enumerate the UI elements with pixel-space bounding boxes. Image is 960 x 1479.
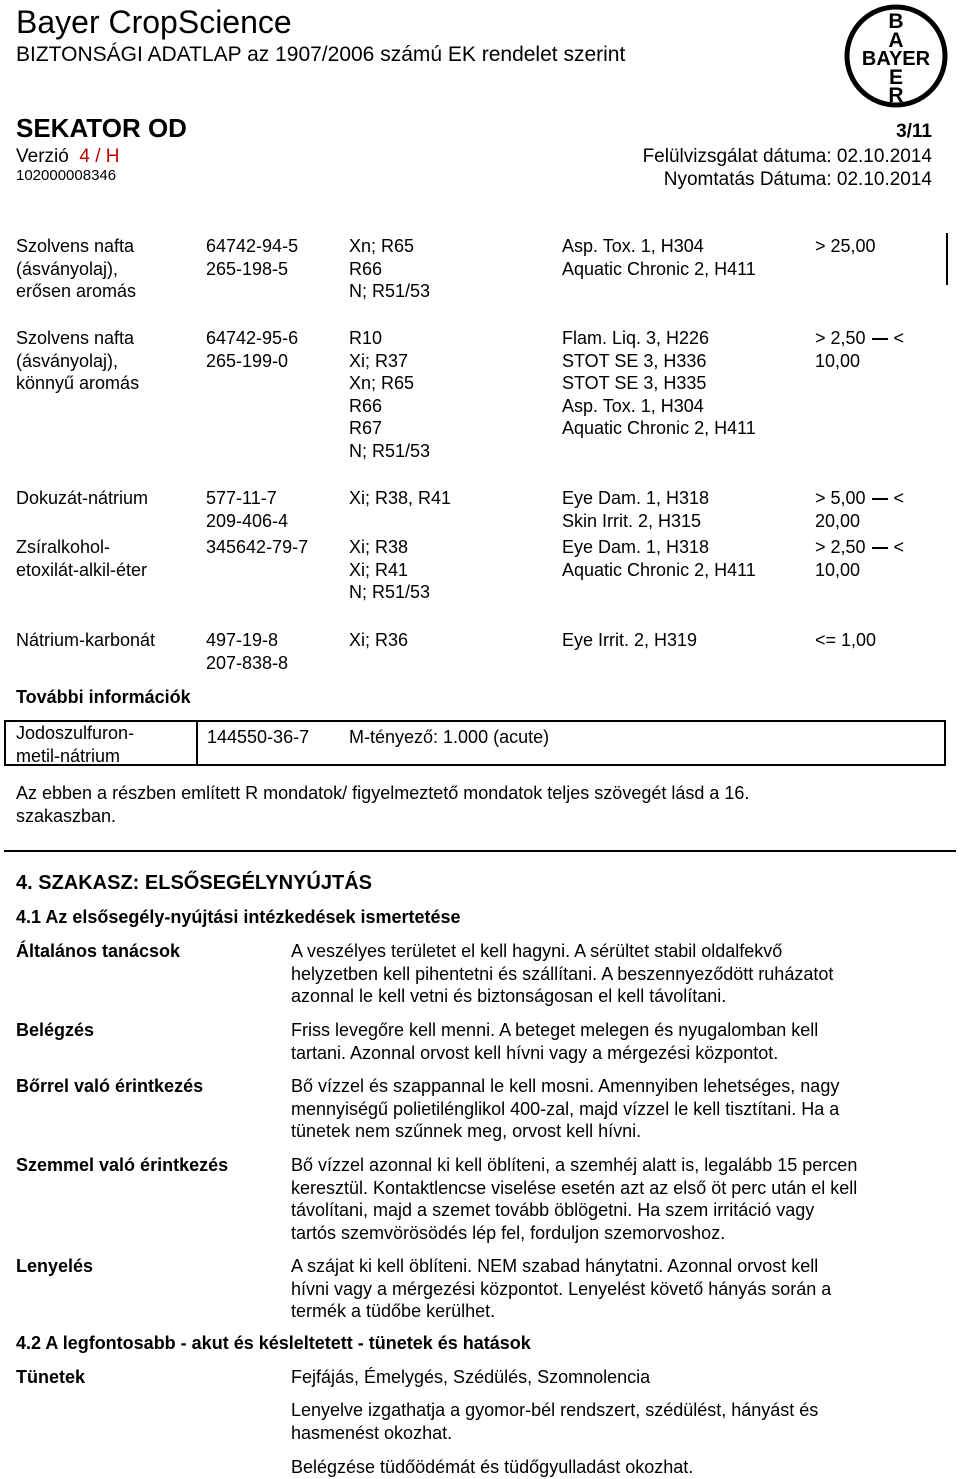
- component-h-phrases: Asp. Tox. 1, H304 Aquatic Chronic 2, H411: [562, 236, 756, 279]
- component-cas: 577-11-7 209-406-4: [206, 488, 289, 531]
- logo-letter: E: [888, 66, 904, 89]
- component-concentration: > 5,00 < 20,00: [815, 488, 905, 531]
- component-name: Dokuzát-nátrium: [16, 488, 149, 508]
- component-h-phrases: Eye Irrit. 2, H319: [562, 630, 698, 650]
- first-aid-text: Friss levegőre kell menni. A beteget melegen és nyugalomban kell tartani. Azonnal orvost kell hívni vagy a mérgezési központot.: [291, 1020, 819, 1063]
- logo-letter: A: [888, 29, 904, 52]
- first-aid-label: Általános tanácsok: [16, 941, 181, 961]
- print-date: Nyomtatás Dátuma: 02.10.2014: [663, 169, 932, 190]
- component-concentration: > 25,00: [815, 236, 876, 256]
- component-name: Szolvens nafta (ásványolaj), erősen aromás: [16, 236, 137, 301]
- r-phrases-note: Az ebben a részben említett R mondatok/ figyelmeztető mondatok teljes szövegét lásd a 16. szakaszban.: [16, 783, 750, 826]
- m-factor: M-tényező: 1.000 (acute): [349, 727, 550, 747]
- component-h-phrases: Eye Dam. 1, H318 Skin Irrit. 2, H315: [562, 488, 710, 531]
- component-r-phrases: Xi; R38, R41: [349, 488, 452, 508]
- logo-letter: R: [888, 84, 904, 107]
- product-name: SEKATOR OD: [16, 113, 187, 143]
- version-line: [16, 145, 120, 168]
- bayer-cross-logo: [844, 4, 948, 108]
- further-info-name: Jodoszulfuron- metil-nátrium: [16, 723, 135, 766]
- component-cas: 497-19-8 207-838-8: [206, 630, 289, 673]
- table-border: [946, 233, 948, 285]
- component-concentration: <= 1,00: [815, 630, 877, 650]
- symptom-text: Lenyelve izgathatja a gyomor-bél rendszert, szédülést, hányást és hasmenést okozhat.: [291, 1400, 819, 1443]
- first-aid-text: A veszélyes területet el kell hagyni. A sérültet stabil oldalfekvő helyzetben kell pihentetni és szállítani. A beszennyeződött ruházatot azonnal le kell vetni és biztonságosan el kell távolítani.: [291, 941, 834, 1006]
- first-aid-label: Belégzés: [16, 1020, 95, 1040]
- first-aid-label: Bőrrel való érintkezés: [16, 1076, 204, 1096]
- component-r-phrases: R10 Xi; R37 Xn; R65 R66 R67 N; R51/53: [349, 328, 431, 461]
- component-r-phrases: Xi; R36: [349, 630, 409, 650]
- component-cas: 64742-94-5 265-198-5: [206, 236, 299, 279]
- logo-letter: B: [888, 10, 904, 33]
- component-name: Szolvens nafta (ásványolaj), könnyű aromás: [16, 328, 140, 393]
- first-aid-text: Bő vízzel és szappannal le kell mosni. Amennyiben lehetséges, nagy mennyiségű polietilénglikol 400-zal, majd vízzel le kell tisztítani. Ha a tünetek nem szűnnek meg, orvost kell hívni.: [291, 1076, 840, 1141]
- page-number: 3/11: [896, 121, 932, 142]
- subsection-4-1-title: 4.1 Az elsősegély-nyújtási intézkedések ismertetése: [16, 907, 461, 927]
- component-h-phrases: Flam. Liq. 3, H226 STOT SE 3, H336 STOT SE 3, H335 Asp. Tox. 1, H304 Aquatic Chronic 2, H411: [562, 328, 756, 438]
- component-name: Nátrium-karbonát: [16, 630, 156, 650]
- version-label: Verzió: [16, 146, 69, 167]
- further-info-heading: További információk: [16, 687, 191, 707]
- version-value: 4 / H: [79, 146, 120, 167]
- component-name: Zsíralkohol- etoxilát-alkil-éter: [16, 537, 148, 580]
- symptom-text: Fejfájás, Émelygés, Szédülés, Szomnolencia: [291, 1367, 651, 1387]
- component-r-phrases: Xi; R38 Xi; R41 N; R51/53: [349, 537, 431, 602]
- company-name: Bayer CropScience: [16, 4, 292, 40]
- first-aid-text: A szájat ki kell öblíteni. NEM szabad hánytatni. Azonnal orvost kell hívni vagy a mérgezési központot. Lenyelést követő hányás során a termék a tüdőbe kerülhet.: [291, 1256, 832, 1321]
- component-concentration: > 2,50 < 10,00: [815, 328, 905, 371]
- document-subtitle: BIZTONSÁGI ADATLAP az 1907/2006 számú EK rendelet szerint: [16, 43, 626, 66]
- component-r-phrases: Xn; R65 R66 N; R51/53: [349, 236, 431, 301]
- document-id: 102000008346: [16, 167, 117, 184]
- component-cas: 345642-79-7: [206, 537, 309, 557]
- section-divider: [4, 850, 956, 852]
- box-divider: [196, 722, 198, 764]
- further-info-box: [4, 720, 946, 766]
- first-aid-text: Bő vízzel azonnal ki kell öblíteni, a szemhéj alatt is, legalább 15 percen keresztül. Kontaktlencse viselése esetén azt az első öt perc után el kell távolítani, majd a szemet tovább öblögetni. Ha szem irritáció vagy tartós szemvörösödés lép fel, forduljon szemorvoshoz.: [291, 1155, 858, 1243]
- revision-date: Felülvizsgálat dátuma: 02.10.2014: [642, 146, 932, 167]
- further-info-cas: 144550-36-7: [207, 727, 310, 747]
- first-aid-label: Lenyelés: [16, 1256, 94, 1276]
- logo-word: BAYER: [861, 48, 931, 70]
- first-aid-label: Szemmel való érintkezés: [16, 1155, 229, 1175]
- component-h-phrases: Eye Dam. 1, H318 Aquatic Chronic 2, H411: [562, 537, 756, 580]
- subsection-4-2-title: 4.2 A legfontosabb - akut és késleltetett - tünetek és hatások: [16, 1333, 531, 1353]
- component-cas: 64742-95-6 265-199-0: [206, 328, 299, 371]
- symptoms-label: Tünetek: [16, 1367, 86, 1387]
- symptom-text: Belégzése tüdőödémát és tüdőgyulladást okozhat.: [291, 1457, 694, 1477]
- section-4-title: 4. SZAKASZ: ELSŐSEGÉLYNYÚJTÁS: [16, 872, 372, 894]
- component-concentration: > 2,50 < 10,00: [815, 537, 905, 580]
